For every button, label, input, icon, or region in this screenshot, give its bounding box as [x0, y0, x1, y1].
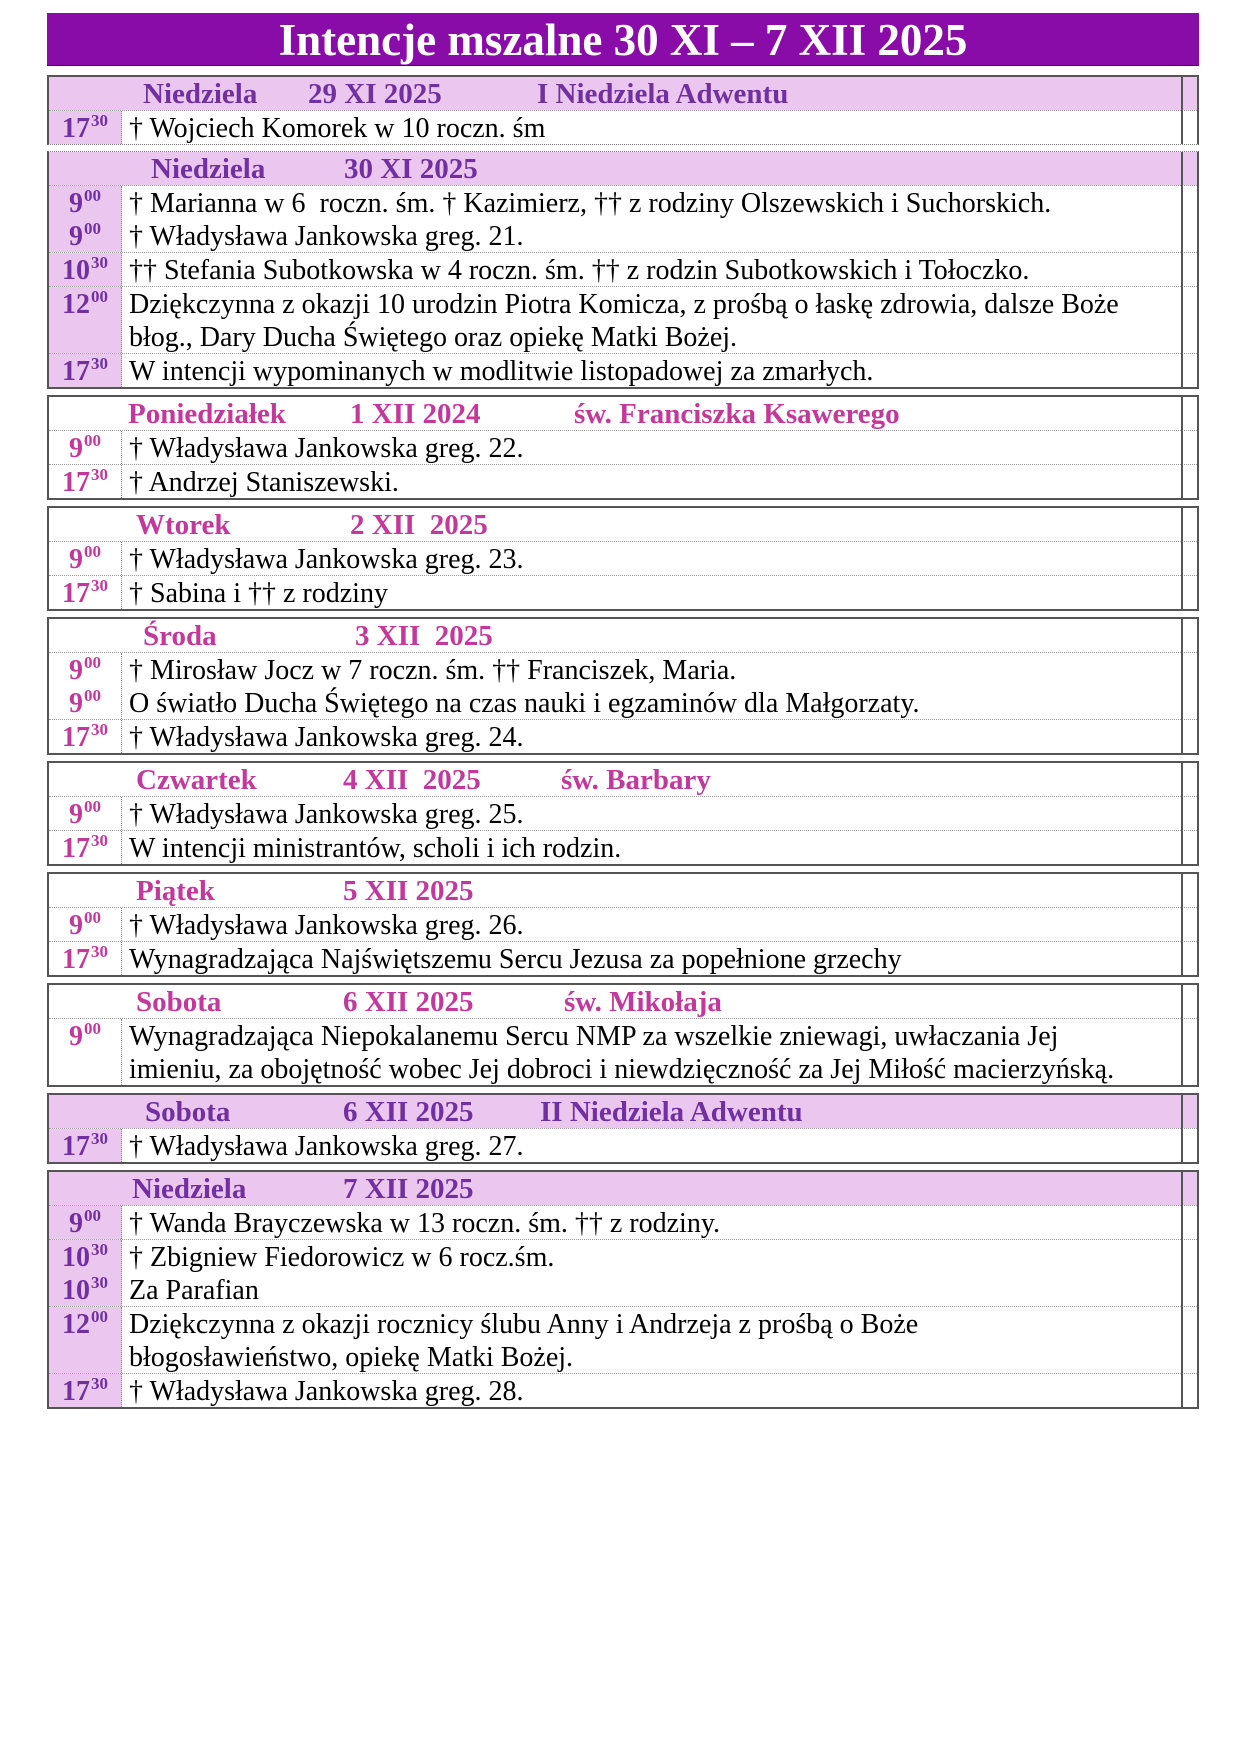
mass-time-hour: 10	[62, 1275, 90, 1306]
mass-time-minutes: 00	[84, 1206, 101, 1225]
intention-line: Dziękczynna z okazji rocznicy ślubu Anny i Andrzeja z prośbą o Boże	[129, 1309, 919, 1340]
day-date: 5 XII 2025	[343, 875, 474, 907]
day-date: 2 XII 2025	[350, 509, 488, 541]
mass-time-minutes: 30	[91, 831, 108, 850]
day-header	[49, 619, 1197, 652]
mass-time-hour: 10	[62, 255, 90, 286]
day-header	[49, 508, 1197, 541]
day-name: Środa	[143, 620, 217, 652]
mass-time	[49, 287, 121, 320]
mass-time-hour: 9	[69, 188, 83, 219]
mass-time	[49, 111, 121, 144]
intention-text-cell	[122, 653, 1181, 719]
intention-text-cell	[122, 576, 1181, 609]
mass-time	[49, 831, 121, 864]
intention-row	[49, 185, 1197, 252]
mass-time	[49, 354, 121, 387]
mass-time	[49, 1019, 121, 1052]
intention-line: † Władysława Jankowska greg. 21.	[129, 221, 524, 252]
intention-line: W intencji ministrantów, scholi i ich rodzin.	[129, 833, 622, 864]
intention-line: Wynagradzająca Najświętszemu Sercu Jezusa za popełnione grzechy	[129, 944, 902, 975]
liturgical-feast: św. Barbary	[561, 764, 711, 796]
mass-time-hour: 9	[69, 544, 83, 575]
mass-time-cell	[49, 542, 122, 575]
mass-time	[49, 465, 121, 498]
intention-line: † Władysława Jankowska greg. 28.	[129, 1376, 524, 1407]
day-name: Niedziela	[143, 78, 258, 110]
mass-time	[49, 1206, 121, 1239]
liturgical-feast: św. Mikołaja	[564, 986, 722, 1018]
intention-text-cell	[122, 908, 1181, 941]
intention-line: †† Stefania Subotkowska w 4 roczn. śm. †† z rodzin Subotkowskich i Tołoczko.	[129, 255, 1030, 286]
day-name: Niedziela	[132, 1173, 247, 1205]
mass-time-cell	[49, 1129, 122, 1162]
intention-text-cell	[122, 287, 1181, 353]
mass-time-hour: 17	[62, 1131, 90, 1162]
day-date: 6 XII 2025	[343, 986, 474, 1018]
mass-time-cell	[49, 431, 122, 464]
day-header	[49, 77, 1197, 110]
mass-time-minutes: 30	[91, 465, 108, 484]
mass-time-minutes: 00	[84, 797, 101, 816]
mass-time	[49, 253, 121, 286]
day-date: 6 XII 2025	[343, 1096, 474, 1128]
mass-time-hour: 9	[69, 221, 83, 252]
day-block	[47, 151, 1199, 389]
intention-text-cell	[122, 1129, 1181, 1162]
mass-time-cell	[49, 908, 122, 941]
intention-row	[49, 1205, 1197, 1239]
mass-time-minutes: 00	[84, 686, 101, 705]
mass-time-minutes: 30	[91, 1240, 108, 1259]
liturgical-feast: I Niedziela Adwentu	[537, 78, 789, 110]
intention-row	[49, 796, 1197, 830]
intention-line: † Wojciech Komorek w 10 roczn. śm	[129, 113, 546, 144]
intention-row	[49, 719, 1197, 753]
intention-text-cell	[122, 1374, 1181, 1407]
mass-time-minutes: 00	[84, 219, 101, 238]
intention-text-cell	[122, 797, 1181, 830]
mass-time	[49, 942, 121, 975]
mass-time	[49, 797, 121, 830]
intention-text-cell	[122, 831, 1181, 864]
mass-time-minutes: 00	[84, 186, 101, 205]
day-date: 30 XI 2025	[344, 153, 478, 185]
mass-time-hour: 17	[62, 356, 90, 387]
mass-time-hour: 9	[69, 688, 83, 719]
intention-line: † Władysława Jankowska greg. 25.	[129, 799, 524, 830]
mass-time	[49, 431, 121, 464]
mass-time-minutes: 00	[91, 1307, 108, 1326]
mass-time-cell	[49, 1307, 122, 1373]
mass-time-minutes: 30	[91, 1374, 108, 1393]
day-block	[47, 395, 1199, 500]
mass-time-minutes: 00	[84, 431, 101, 450]
day-block	[47, 75, 1199, 145]
mass-time	[49, 219, 121, 252]
intention-text-cell	[122, 465, 1181, 498]
intention-line: błog., Dary Ducha Świętego oraz opiekę Matki Bożej.	[129, 322, 738, 353]
intention-line: † Władysława Jankowska greg. 27.	[129, 1131, 524, 1162]
mass-time-hour: 9	[69, 1208, 83, 1239]
intention-row	[49, 430, 1197, 464]
mass-time-hour: 17	[62, 944, 90, 975]
day-name: Poniedziałek	[128, 398, 286, 430]
intention-line: imieniu, za obojętność wobec Jej dobroci i niewdzięczność za Jej Miłość macierzyńską.	[129, 1054, 1115, 1085]
mass-intentions-schedule	[47, 75, 1199, 1415]
intention-line: † Zbigniew Fiedorowicz w 6 rocz.śm.	[129, 1242, 555, 1273]
intention-line: O światło Ducha Świętego na czas nauki i egzaminów dla Małgorzaty.	[129, 688, 920, 719]
day-header	[49, 1095, 1197, 1128]
mass-time	[49, 1374, 121, 1407]
intention-row	[49, 907, 1197, 941]
mass-time-minutes: 00	[84, 542, 101, 561]
mass-time	[49, 908, 121, 941]
mass-time-hour: 17	[62, 467, 90, 498]
day-date: 29 XI 2025	[308, 78, 442, 110]
mass-time-cell	[49, 831, 122, 864]
intention-row	[49, 1373, 1197, 1407]
liturgical-feast: II Niedziela Adwentu	[540, 1096, 803, 1128]
mass-time-minutes: 30	[91, 354, 108, 373]
intention-line: † Władysława Jankowska greg. 23.	[129, 544, 524, 575]
mass-time	[49, 576, 121, 609]
mass-time	[49, 1240, 121, 1273]
day-block	[47, 1093, 1199, 1164]
intention-text-cell	[122, 354, 1181, 387]
mass-time-minutes: 30	[91, 942, 108, 961]
intention-row	[49, 541, 1197, 575]
mass-time-cell	[49, 1019, 122, 1085]
intention-row	[49, 464, 1197, 498]
mass-time-cell	[49, 797, 122, 830]
intention-line: Dziękczynna z okazji 10 urodzin Piotra Komicza, z prośbą o łaskę zdrowia, dalsze Boże	[129, 289, 1119, 320]
day-block	[47, 617, 1199, 755]
mass-time-minutes: 30	[91, 111, 108, 130]
intention-line: † Wanda Brayczewska w 13 roczn. śm. †† z rodziny.	[129, 1208, 721, 1239]
mass-time-minutes: 30	[91, 253, 108, 272]
mass-time-hour: 12	[62, 1309, 90, 1340]
intention-line: Za Parafian	[129, 1275, 259, 1306]
day-date: 7 XII 2025	[343, 1173, 474, 1205]
day-name: Sobota	[145, 1096, 231, 1128]
intention-text-cell	[122, 186, 1181, 252]
day-name: Sobota	[136, 986, 222, 1018]
mass-time-hour: 17	[62, 722, 90, 753]
day-header	[49, 152, 1197, 185]
day-header	[49, 397, 1197, 430]
mass-time-cell	[49, 653, 122, 719]
page-title: Intencje mszalne 30 XI – 7 XII 2025	[47, 13, 1199, 66]
mass-time-minutes: 00	[91, 287, 108, 306]
mass-time	[49, 653, 121, 686]
mass-time-minutes: 30	[91, 1129, 108, 1148]
mass-time-minutes: 00	[84, 908, 101, 927]
intention-text-cell	[122, 253, 1181, 286]
intention-text-cell	[122, 111, 1181, 144]
intention-line: błogosławieństwo, opiekę Matki Bożej.	[129, 1342, 574, 1373]
mass-time-cell	[49, 287, 122, 353]
intention-row	[49, 286, 1197, 353]
day-name: Czwartek	[136, 764, 257, 796]
mass-time-hour: 9	[69, 433, 83, 464]
intention-line: † Mirosław Jocz w 7 roczn. śm. †† Franciszek, Maria.	[129, 655, 737, 686]
mass-time-minutes: 30	[91, 720, 108, 739]
day-date: 1 XII 2024	[350, 398, 481, 430]
mass-time-cell	[49, 1240, 122, 1306]
intention-line: † Andrzej Staniszewski.	[129, 467, 399, 498]
intention-row	[49, 353, 1197, 387]
day-date: 3 XII 2025	[355, 620, 493, 652]
intention-line: W intencji wypominanych w modlitwie listopadowej za zmarłych.	[129, 356, 874, 387]
intention-text-cell	[122, 1307, 1181, 1373]
mass-time-hour: 10	[62, 1242, 90, 1273]
mass-time-hour: 17	[62, 578, 90, 609]
intention-text-cell	[122, 542, 1181, 575]
intention-row	[49, 110, 1197, 144]
mass-time-hour: 17	[62, 113, 90, 144]
day-name: Niedziela	[151, 153, 266, 185]
day-name: Wtorek	[136, 509, 231, 541]
day-name: Piątek	[136, 875, 215, 907]
mass-time	[49, 720, 121, 753]
mass-time-minutes: 30	[91, 1273, 108, 1292]
mass-time-hour: 17	[62, 833, 90, 864]
intention-line: † Sabina i †† z rodziny	[129, 578, 388, 609]
mass-time	[49, 1273, 121, 1306]
mass-time-cell	[49, 111, 122, 144]
intention-line: † Władysława Jankowska greg. 26.	[129, 910, 524, 941]
mass-time-hour: 9	[69, 1021, 83, 1052]
mass-time-minutes: 00	[84, 1019, 101, 1038]
mass-time	[49, 1307, 121, 1340]
mass-time-cell	[49, 1206, 122, 1239]
intention-row	[49, 652, 1197, 719]
liturgical-feast: św. Franciszka Ksawerego	[574, 398, 900, 430]
intention-row	[49, 830, 1197, 864]
day-block	[47, 506, 1199, 611]
intention-text-cell	[122, 431, 1181, 464]
day-block	[47, 872, 1199, 977]
mass-time	[49, 186, 121, 219]
mass-time-hour: 12	[62, 289, 90, 320]
mass-time-minutes: 00	[84, 653, 101, 672]
intention-line: † Władysława Jankowska greg. 22.	[129, 433, 524, 464]
mass-time-cell	[49, 253, 122, 286]
mass-time-minutes: 30	[91, 576, 108, 595]
intention-line: † Władysława Jankowska greg. 24.	[129, 722, 524, 753]
mass-time-hour: 9	[69, 910, 83, 941]
day-header	[49, 874, 1197, 907]
mass-time-cell	[49, 942, 122, 975]
mass-time-hour: 17	[62, 1376, 90, 1407]
day-header	[49, 1172, 1197, 1205]
day-block	[47, 761, 1199, 866]
intention-row	[49, 575, 1197, 609]
day-block	[47, 983, 1199, 1087]
intention-text-cell	[122, 942, 1181, 975]
mass-time	[49, 1129, 121, 1162]
intention-row	[49, 1306, 1197, 1373]
intention-text-cell	[122, 1240, 1181, 1306]
intention-row	[49, 1239, 1197, 1306]
day-header	[49, 763, 1197, 796]
mass-time-cell	[49, 465, 122, 498]
mass-time	[49, 542, 121, 575]
mass-time-cell	[49, 1374, 122, 1407]
mass-time-cell	[49, 354, 122, 387]
day-block	[47, 1170, 1199, 1409]
intention-text-cell	[122, 1019, 1181, 1085]
mass-time-hour: 9	[69, 799, 83, 830]
intention-row	[49, 252, 1197, 286]
day-header	[49, 985, 1197, 1018]
intention-row	[49, 1128, 1197, 1162]
mass-time-hour: 9	[69, 655, 83, 686]
intention-row	[49, 941, 1197, 975]
intention-text-cell	[122, 1206, 1181, 1239]
intention-row	[49, 1018, 1197, 1085]
mass-time-cell	[49, 576, 122, 609]
intention-text-cell	[122, 720, 1181, 753]
day-date: 4 XII 2025	[343, 764, 481, 796]
mass-time-cell	[49, 720, 122, 753]
mass-time	[49, 686, 121, 719]
intention-line: † Marianna w 6 roczn. śm. † Kazimierz, †† z rodziny Olszewskich i Suchorskich.	[129, 188, 1052, 219]
mass-time-cell	[49, 186, 122, 252]
intention-line: Wynagradzająca Niepokalanemu Sercu NMP za wszelkie zniewagi, uwłaczania Jej	[129, 1021, 1059, 1052]
